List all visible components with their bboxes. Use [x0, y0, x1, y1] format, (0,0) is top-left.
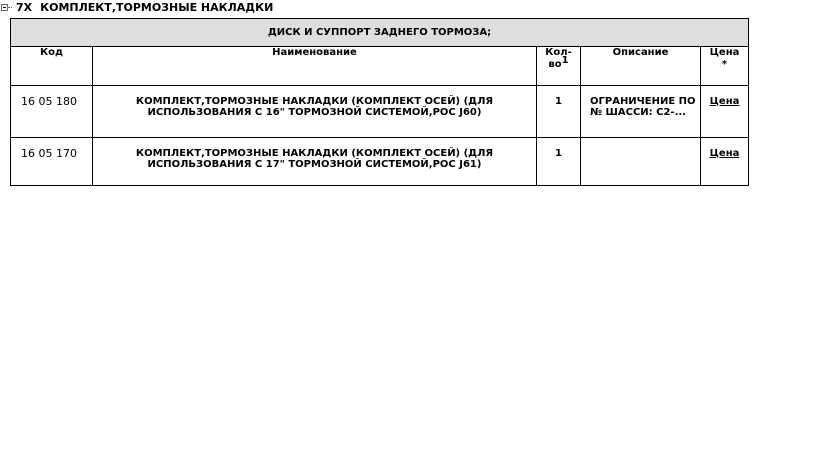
column-header-name: Наименование — [93, 47, 537, 86]
part-description — [581, 138, 701, 186]
price-cell — [701, 86, 749, 138]
group-code: 7X — [16, 0, 33, 14]
column-header-price-label: Цена — [709, 47, 740, 58]
column-header-row — [11, 47, 749, 86]
part-description: ОГРАНИЧЕНИЕ ПО № ШАССИ: C2-... — [581, 86, 701, 138]
column-header-price — [701, 47, 749, 86]
group-title: КОМПЛЕКТ,ТОРМОЗНЫЕ НАКЛАДКИ — [40, 0, 274, 14]
price-cell — [701, 138, 749, 186]
price-footnote-marker: * — [721, 59, 728, 70]
table-row — [11, 138, 749, 186]
price-link[interactable]: Цена — [709, 96, 740, 107]
column-header-qty — [537, 47, 581, 86]
section-header-row — [11, 19, 749, 47]
parts-table — [10, 18, 749, 186]
column-header-description: Описание — [581, 47, 701, 86]
qty-footnote-marker: 1 — [561, 55, 569, 66]
column-header-code: Код — [11, 47, 93, 86]
group-title-bar — [0, 0, 273, 14]
section-title: ДИСК И СУППОРТ ЗАДНЕГО ТОРМОЗА; — [11, 19, 749, 47]
part-qty: 1 — [537, 86, 581, 138]
part-name: КОМПЛЕКТ,ТОРМОЗНЫЕ НАКЛАДКИ (КОМПЛЕКТ ОСЕЙ) (ДЛЯ ИСПОЛЬЗОВАНИЯ С 17" ТОРМОЗНОЙ СИСТЕМОЙ,РОС J61) — [93, 138, 537, 186]
part-code: 16 05 170 — [11, 138, 93, 186]
part-name: КОМПЛЕКТ,ТОРМОЗНЫЕ НАКЛАДКИ (КОМПЛЕКТ ОСЕЙ) (ДЛЯ ИСПОЛЬЗОВАНИЯ С 16" ТОРМОЗНОЙ СИСТЕМОЙ,РОС J60) — [93, 86, 537, 138]
part-code: 16 05 180 — [11, 86, 93, 138]
collapse-tree-icon[interactable] — [1, 4, 8, 11]
price-link[interactable]: Цена — [709, 148, 740, 159]
table-row — [11, 86, 749, 138]
tree-connector — [8, 7, 12, 8]
part-qty: 1 — [537, 138, 581, 186]
column-header-qty-label: Кол-во — [545, 47, 572, 70]
